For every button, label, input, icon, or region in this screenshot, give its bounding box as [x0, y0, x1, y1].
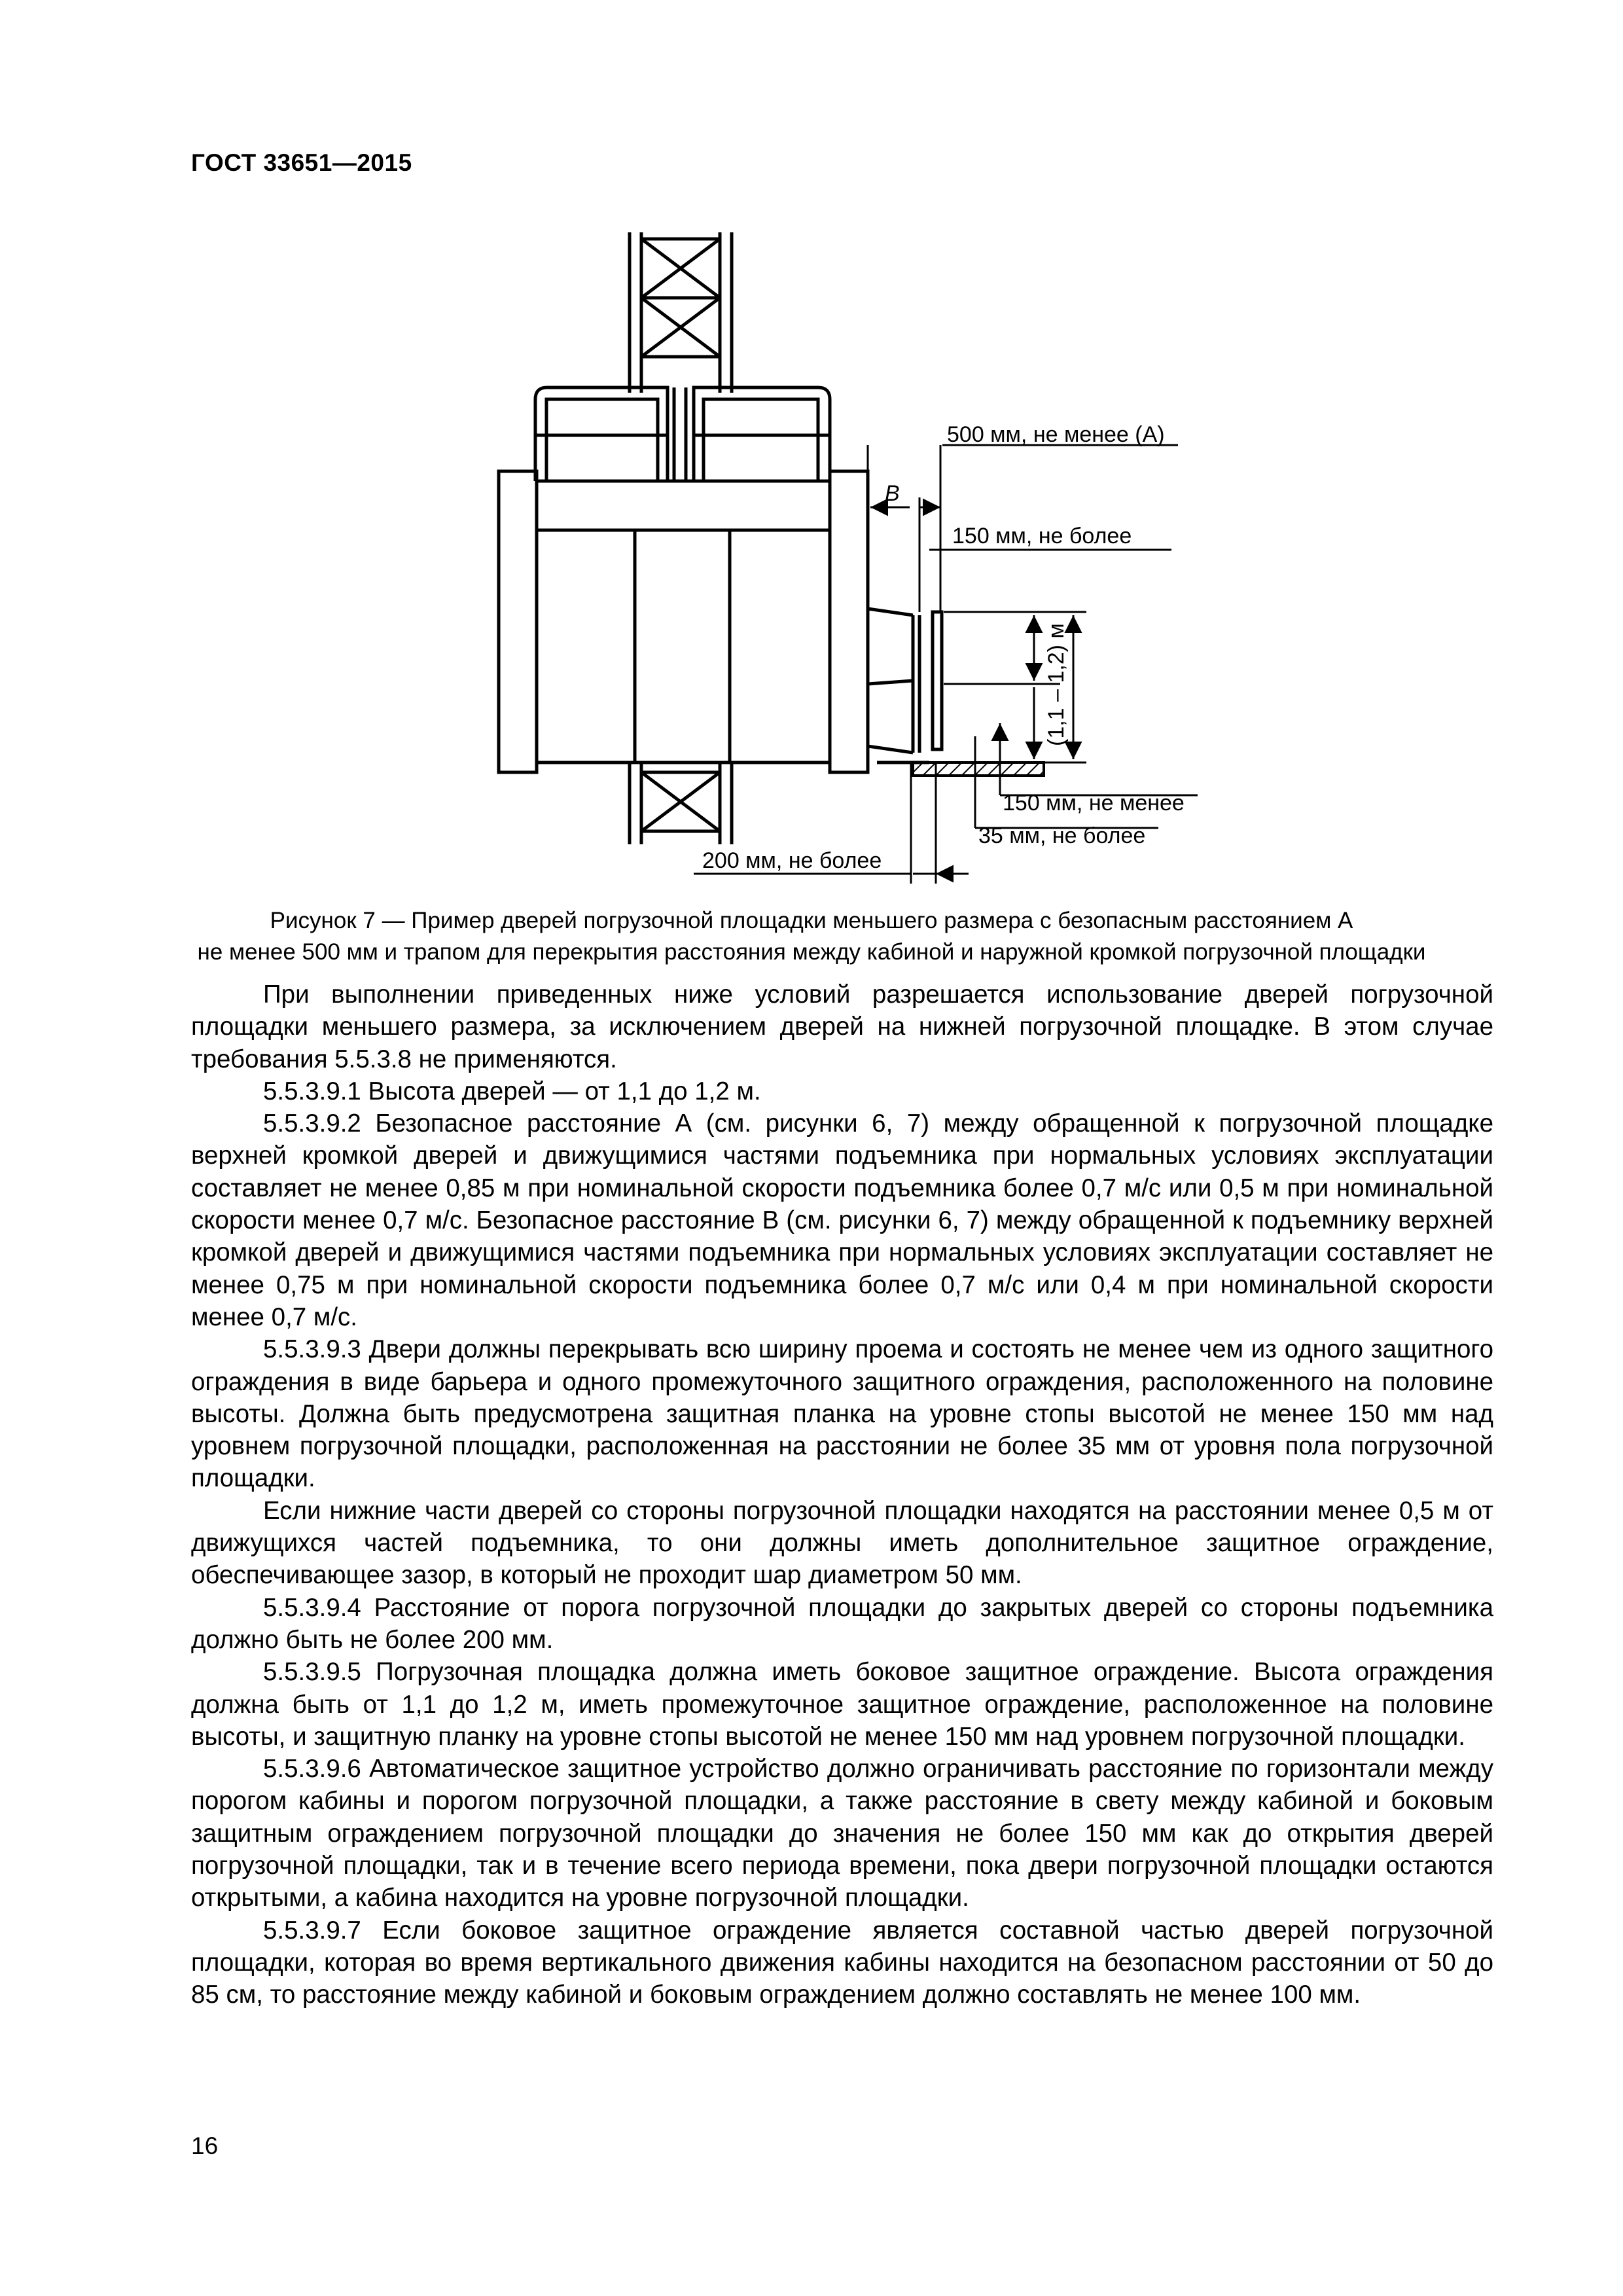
dim-label-35-max: 35 мм, не более	[978, 823, 1146, 848]
landing-door	[868, 609, 942, 762]
paragraph-intro: При выполнении приведенных ниже условий разрешается использование дверей погрузочной площадки меньшего размера, за исключением дверей на нижней погрузочной площадке. В этом случае требования 5.5.3.8 не применяются.	[191, 980, 1493, 1073]
paragraph-5-5-3-9-4: 5.5.3.9.4 Расстояние от порога погрузочной площадки до закрытых дверей со стороны подъемника должно быть не более 200 мм.	[191, 1593, 1493, 1654]
paragraph-5-5-3-9-2: 5.5.3.9.2 Безопасное расстояние А (см. рисунки 6, 7) между обращенной к погрузочной площадке верхней кромкой дверей и движущимися частями подъемника при нормальных условиях эксплуатации составляет не менее 0,85 м при номинальной скорости подъемника более 0,7 м/с или 0,5 м при номинальной скорости менее 0,7 м/с. Безопасное расстояние В (см. рисунки 6, 7) между обращенной к подъемнику верхней кромкой дверей и движущимися частями подъемника при нормальных условиях эксплуатации составляет не менее 0,75 м при номинальной скорости подъемника более 0,7 м/с или 0,4 м при номинальной скорости менее 0,7 м/с.	[191, 1109, 1493, 1331]
paragraph-5-5-3-9-1: 5.5.3.9.1 Высота дверей — от 1,1 до 1,2 м.	[263, 1077, 761, 1105]
dim-label-150-max: 150 мм, не более	[952, 524, 1132, 548]
roof-guardrail	[535, 387, 830, 481]
paragraph-5-5-3-9-3: 5.5.3.9.3 Двери должны перекрывать всю ширину проема и состоять не менее чем из одного защитного ограждения в виде барьера и одного промежуточного защитного ограждения, расположенного на половине высоты. Должна быть предусмотрена защитная планка на уровне стопы высотой не менее 150 мм над уровнем погрузочной площадки, расположенная на расстоянии не более 35 мм от уровня пола погрузочной площадки.	[191, 1335, 1493, 1493]
dim-label-b: B	[885, 481, 900, 506]
dimension-lines	[694, 445, 1198, 884]
figure-caption-line-1: Рисунок 7 — Пример дверей погрузочной площадки меньшего размера с безопасным расстоянием А	[270, 908, 1353, 933]
figure-7	[0, 0, 1623, 916]
cabin	[499, 471, 868, 772]
dim-label-a: 500 мм, не менее (A)	[947, 422, 1165, 447]
hoist-door-diagram	[0, 0, 1623, 916]
body-text	[191, 978, 1493, 2011]
landing-floor	[913, 762, 1044, 776]
dim-label-200-max: 200 мм, не более	[702, 848, 882, 873]
dim-label-150-min: 150 мм, не менее	[1003, 791, 1185, 816]
dim-label-height: (1,1 – 1,2) м	[1044, 623, 1069, 746]
paragraph-5-5-3-9-5: 5.5.3.9.5 Погрузочная площадка должна иметь боковое защитное ограждение. Высота ограждения должна быть от 1,1 до 1,2 м, иметь промежуточное защитное ограждение, расположенное на половине высоты, и защитную планку на уровне стопы высотой не менее 150 мм над уровнем погрузочной площадки.	[191, 1658, 1493, 1751]
mast-upper	[630, 232, 732, 393]
paragraph-5-5-3-9-7: 5.5.3.9.7 Если боковое защитное ограждение является составной частью дверей погрузочной площадки, которая во время вертикального движения кабины находится на безопасном расстоянии от 50 до 85 см, то расстояние между кабиной и боковым ограждением должно составлять не менее 100 мм.	[191, 1916, 1493, 2009]
mast-lower	[630, 762, 732, 844]
paragraph-5-5-3-9-6: 5.5.3.9.6 Автоматическое защитное устройство должно ограничивать расстояние по горизонтали между порогом кабины и порогом погрузочной площадки, а также расстояние в свету между кабиной и боковым защитным ограждением погрузочной площадки до значения не более 150 мм как до открытия дверей погрузочной площадки, так и в течение всего периода времени, пока двери погрузочной площадки остаются открытыми, а кабина находится на уровне погрузочной площадки.	[191, 1755, 1493, 1912]
document-header: ГОСТ 33651—2015	[191, 149, 412, 176]
page-number: 16	[191, 2132, 219, 2159]
figure-caption-line-2: не менее 500 мм и трапом для перекрытия расстояния между кабиной и наружной кромкой погрузочной площадки	[197, 939, 1426, 965]
paragraph-lower-door-parts: Если нижние части дверей со стороны погрузочной площадки находятся на расстоянии менее 0,5 м от движущихся частей подъемника, то они должны иметь дополнительное защитное ограждение, обеспечивающее зазор, в который не проходит шар диаметром 50 мм.	[191, 1496, 1493, 1590]
